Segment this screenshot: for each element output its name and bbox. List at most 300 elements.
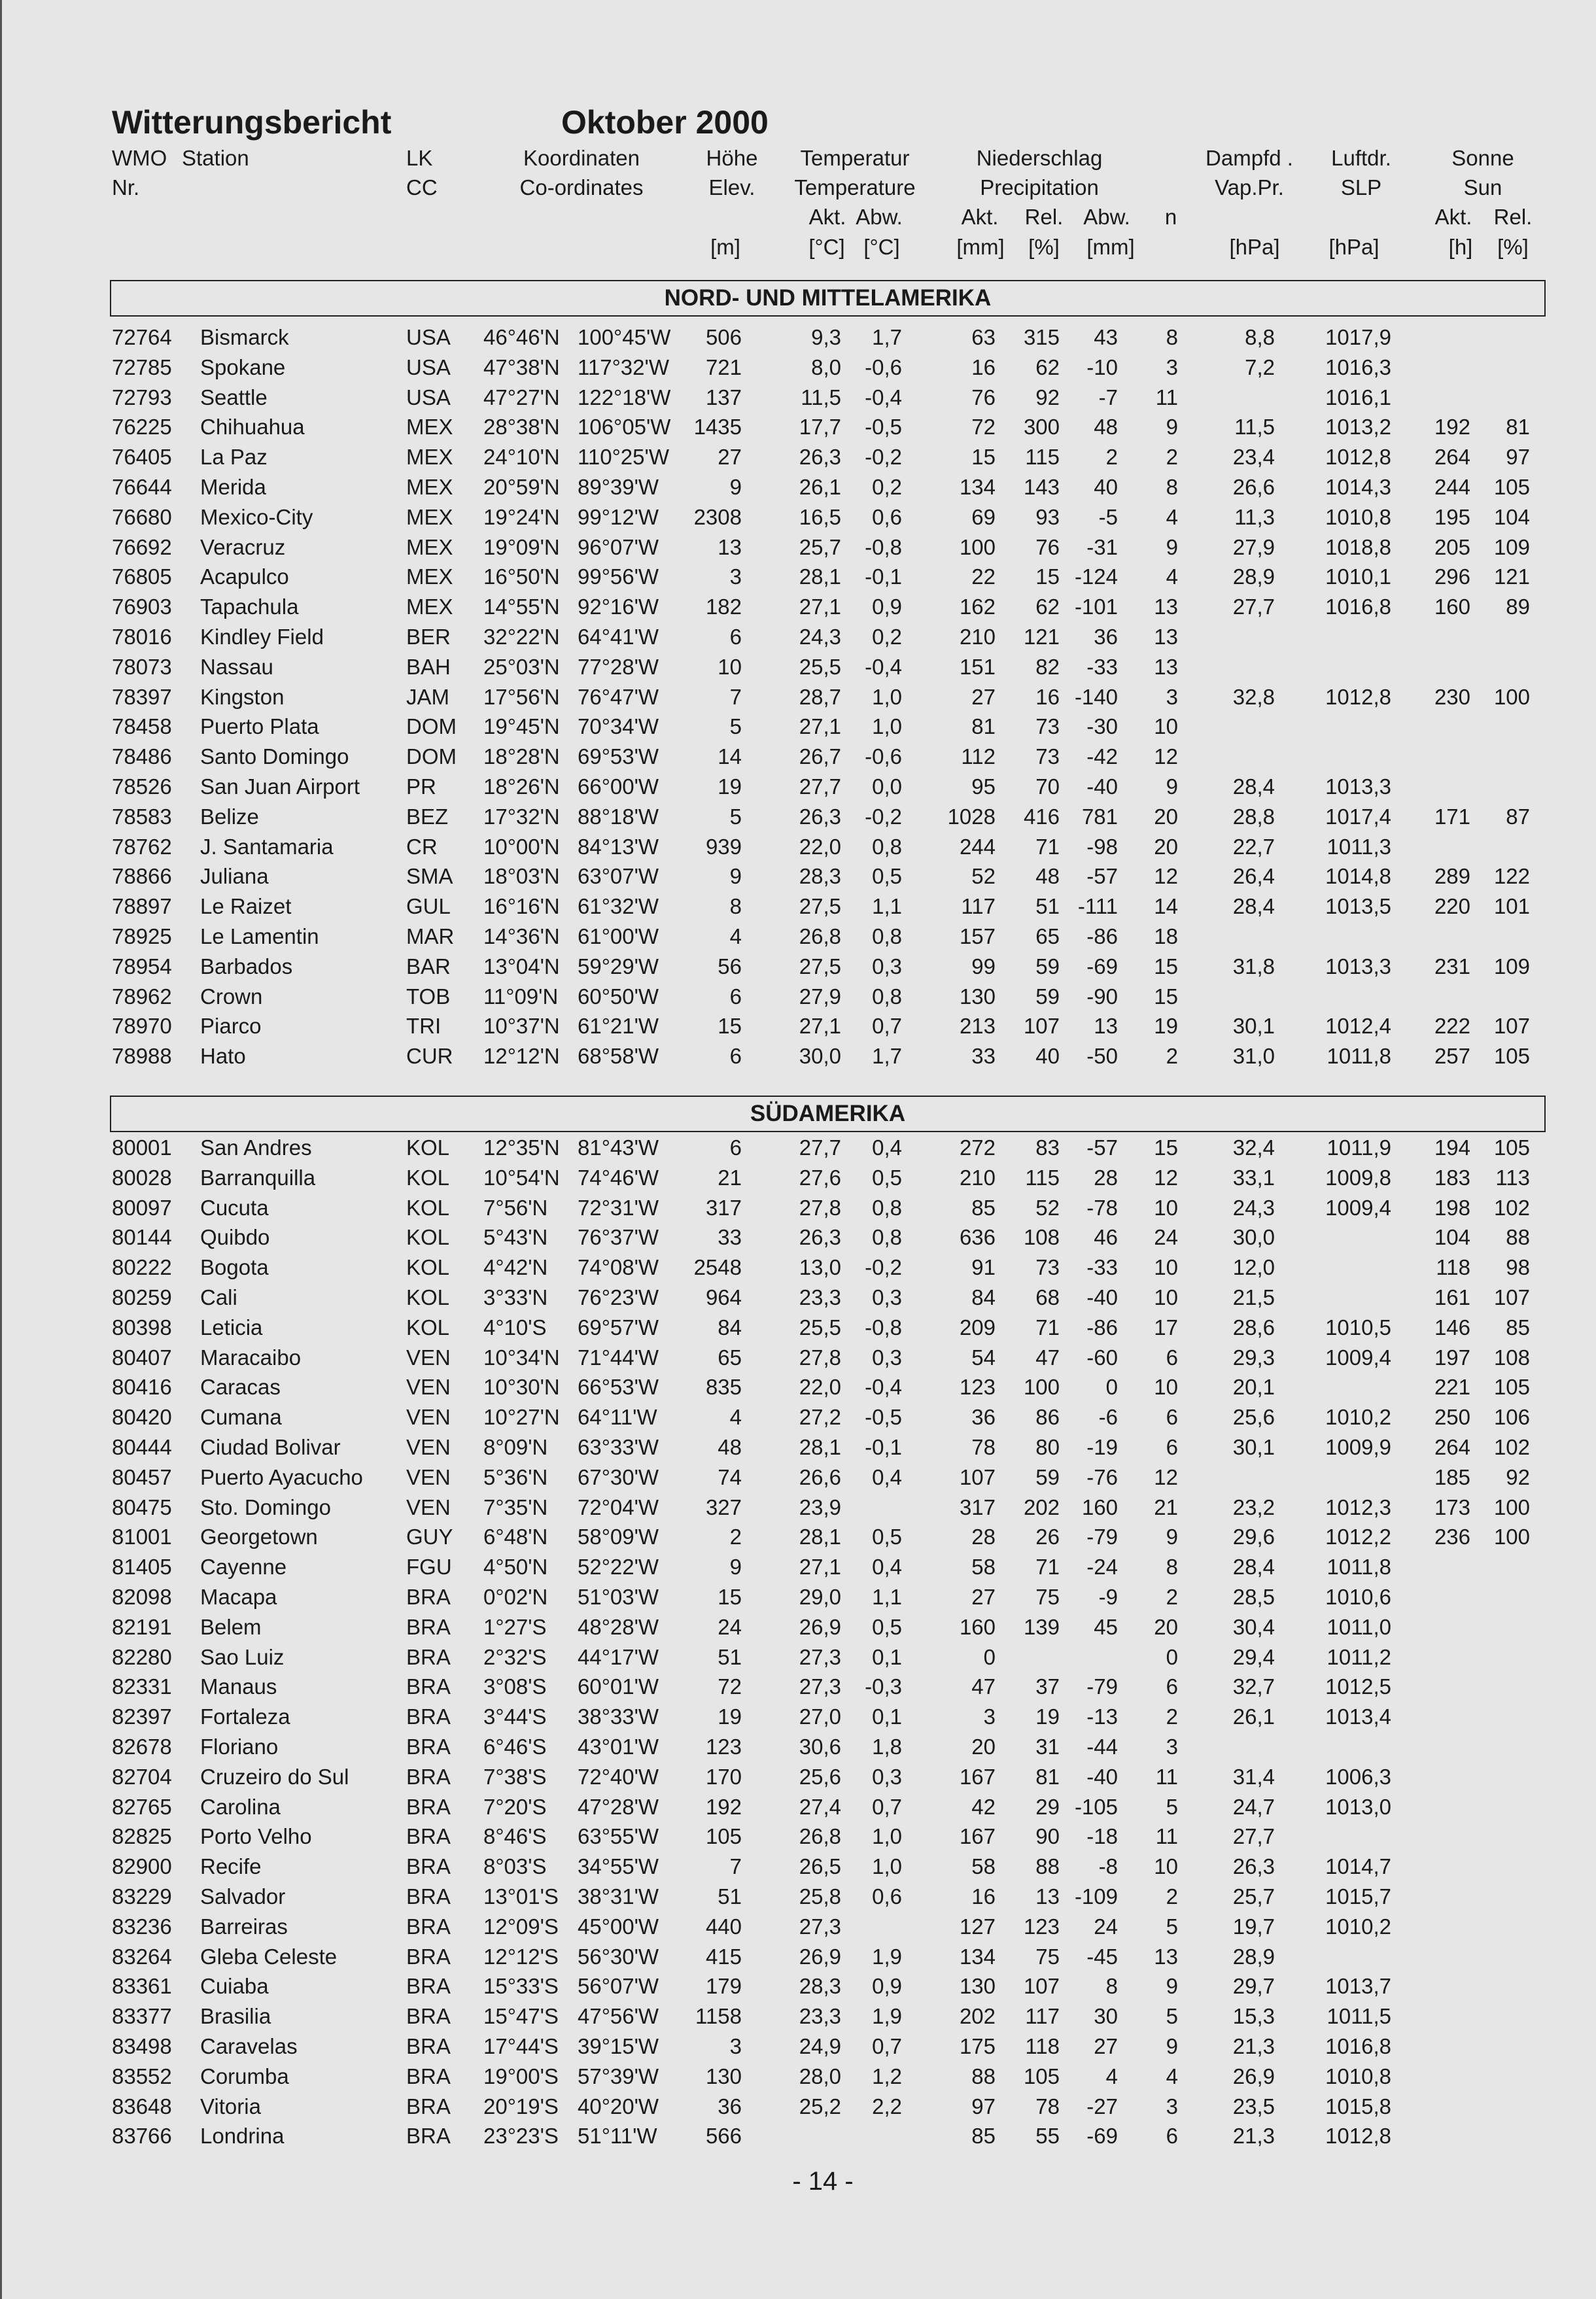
temp-anomaly-cell: -0,2 <box>865 804 902 829</box>
precip-relative-cell: 19 <box>1035 1704 1060 1729</box>
table-row <box>2 682 1596 712</box>
temp-anomaly-cell: 1,7 <box>872 325 902 349</box>
column-header-label: Elev. <box>708 175 755 199</box>
longitude-cell: 99°12'W <box>578 504 659 529</box>
table-row <box>2 1762 1596 1792</box>
sea-level-pressure-cell: 1013,3 <box>1325 954 1391 978</box>
longitude-cell: 72°31'W <box>578 1195 659 1220</box>
precip-relative-cell: 71 <box>1035 1555 1060 1580</box>
sunshine-hours-cell: 195 <box>1434 504 1470 529</box>
country-code-cell: USA <box>406 385 451 409</box>
vapour-pressure-cell: 27,7 <box>1232 595 1275 619</box>
station-cell: Cruzeiro do Sul <box>200 1764 349 1789</box>
precip-actual-cell: 85 <box>971 1195 996 1220</box>
station-cell: Barreiras <box>200 1914 288 1939</box>
country-code-cell: KOL <box>406 1195 450 1220</box>
sea-level-pressure-cell: 1013,7 <box>1325 1974 1391 1999</box>
precip-actual-cell: 244 <box>959 834 996 859</box>
wmo-nr-cell: 78897 <box>112 894 172 919</box>
vapour-pressure-cell: 31,0 <box>1232 1044 1275 1069</box>
precip-days-cell: 8 <box>1166 1555 1178 1580</box>
sunshine-relative-cell: 109 <box>1493 954 1530 978</box>
table-row <box>2 1612 1596 1642</box>
sunshine-relative-cell: 81 <box>1506 415 1530 440</box>
temp-anomaly-cell: -0,6 <box>865 744 902 769</box>
sunshine-hours-cell: 185 <box>1434 1464 1470 1489</box>
precip-anomaly-cell: 45 <box>1094 1614 1118 1639</box>
precip-actual-cell: 88 <box>971 2064 996 2088</box>
precip-actual-cell: 151 <box>959 654 996 679</box>
precip-relative-cell: 90 <box>1035 1824 1060 1849</box>
table-row <box>2 1822 1596 1852</box>
sea-level-pressure-cell: 1009,4 <box>1325 1195 1391 1220</box>
latitude-cell: 28°38'N <box>483 415 560 440</box>
wmo-nr-cell: 82191 <box>112 1614 172 1639</box>
temp-actual-cell: 25,6 <box>799 1764 841 1789</box>
sea-level-pressure-cell: 1014,3 <box>1325 475 1391 499</box>
precip-days-cell: 13 <box>1154 595 1178 619</box>
temp-anomaly-cell: 0,5 <box>872 1614 902 1639</box>
wmo-nr-cell: 82765 <box>112 1794 172 1819</box>
table-row <box>2 442 1596 472</box>
elevation-cell: 14 <box>718 744 742 769</box>
temp-actual-cell: 26,8 <box>799 1824 841 1849</box>
precip-days-cell: 13 <box>1154 625 1178 649</box>
longitude-cell: 45°00'W <box>578 1914 659 1939</box>
wmo-nr-cell: 76805 <box>112 564 172 589</box>
latitude-cell: 17°32'N <box>483 804 560 829</box>
sunshine-relative-cell: 98 <box>1506 1255 1530 1280</box>
precip-anomaly-cell: -60 <box>1086 1345 1118 1370</box>
precip-anomaly-cell: -44 <box>1086 1735 1118 1759</box>
latitude-cell: 8°46'S <box>483 1824 547 1849</box>
elevation-cell: 7 <box>729 1854 742 1879</box>
longitude-cell: 74°46'W <box>578 1165 659 1190</box>
precip-relative-cell: 26 <box>1035 1525 1060 1549</box>
temp-actual-cell: 26,3 <box>799 1225 841 1250</box>
latitude-cell: 10°00'N <box>483 834 560 859</box>
table-row <box>2 952 1596 982</box>
latitude-cell: 19°00'S <box>483 2064 559 2088</box>
elevation-cell: 24 <box>718 1614 742 1639</box>
temp-anomaly-cell: 1,8 <box>872 1735 902 1759</box>
country-code-cell: VEN <box>406 1405 451 1430</box>
sea-level-pressure-cell: 1013,0 <box>1325 1794 1391 1819</box>
station-cell: Macapa <box>200 1585 277 1609</box>
station-cell: Floriano <box>200 1735 279 1759</box>
table-row <box>2 1642 1596 1672</box>
precip-days-cell: 10 <box>1154 714 1178 739</box>
country-code-cell: CR <box>406 834 438 859</box>
sea-level-pressure-cell: 1014,8 <box>1325 864 1391 889</box>
precip-relative-cell: 92 <box>1035 385 1060 409</box>
longitude-cell: 81°43'W <box>578 1135 659 1160</box>
country-code-cell: DOM <box>406 714 457 739</box>
temp-anomaly-cell: 0,7 <box>872 1794 902 1819</box>
table-row <box>2 1493 1596 1523</box>
vapour-pressure-cell: 26,9 <box>1232 2064 1275 2088</box>
country-code-cell: BRA <box>406 2034 451 2058</box>
precip-actual-cell: 58 <box>971 1555 996 1580</box>
temp-actual-cell: 25,5 <box>799 654 841 679</box>
precip-days-cell: 11 <box>1155 1764 1178 1789</box>
temp-actual-cell: 22,0 <box>799 1375 841 1400</box>
table-row <box>2 1522 1596 1552</box>
longitude-cell: 63°07'W <box>578 864 659 889</box>
sunshine-hours-cell: 257 <box>1434 1044 1470 1069</box>
sunshine-hours-cell: 173 <box>1434 1495 1470 1519</box>
country-code-cell: BRA <box>406 1764 451 1789</box>
temp-actual-cell: 27,8 <box>799 1345 841 1370</box>
temp-actual-cell: 27,3 <box>799 1644 841 1669</box>
wmo-nr-cell: 82331 <box>112 1674 172 1699</box>
precip-anomaly-cell: -69 <box>1086 2124 1118 2149</box>
temp-anomaly-cell: 0,5 <box>872 864 902 889</box>
precip-actual-cell: 20 <box>971 1735 996 1759</box>
sea-level-pressure-cell: 1015,7 <box>1325 1884 1391 1909</box>
station-cell: Nassau <box>200 654 273 679</box>
vapour-pressure-cell: 22,7 <box>1232 834 1275 859</box>
country-code-cell: VEN <box>406 1435 451 1459</box>
column-header-label: [°C] <box>863 235 900 259</box>
sunshine-hours-cell: 146 <box>1434 1315 1470 1340</box>
column-header-label: Co-ordinates <box>519 175 644 199</box>
precip-anomaly-cell: 13 <box>1094 1014 1118 1039</box>
precip-days-cell: 3 <box>1166 1735 1178 1759</box>
elevation-cell: 5 <box>729 714 742 739</box>
precip-actual-cell: 58 <box>971 1854 996 1879</box>
precip-anomaly-cell: -9 <box>1098 1585 1118 1609</box>
country-code-cell: KOL <box>406 1135 450 1160</box>
temp-actual-cell: 9,3 <box>811 325 841 349</box>
longitude-cell: 69°57'W <box>578 1315 659 1340</box>
longitude-cell: 89°39'W <box>578 475 659 499</box>
wmo-nr-cell: 83377 <box>112 2004 172 2029</box>
temp-actual-cell: 27,1 <box>799 714 841 739</box>
temp-anomaly-cell: 0,1 <box>872 1704 902 1729</box>
latitude-cell: 32°22'N <box>483 625 560 649</box>
vapour-pressure-cell: 8,8 <box>1245 325 1275 349</box>
wmo-nr-cell: 78016 <box>112 625 172 649</box>
column-header-label: Abw. <box>856 205 903 229</box>
longitude-cell: 66°53'W <box>578 1375 659 1400</box>
station-cell: Sao Luiz <box>200 1644 285 1669</box>
latitude-cell: 12°09'S <box>483 1914 559 1939</box>
wmo-nr-cell: 82098 <box>112 1585 172 1609</box>
precip-relative-cell: 121 <box>1023 625 1060 649</box>
station-cell: Belize <box>200 804 259 829</box>
table-row <box>2 1372 1596 1402</box>
table-row <box>2 2062 1596 2092</box>
latitude-cell: 10°27'N <box>483 1405 560 1430</box>
precip-days-cell: 20 <box>1154 1614 1178 1639</box>
longitude-cell: 39°15'W <box>578 2034 659 2058</box>
precip-actual-cell: 99 <box>971 954 996 978</box>
vapour-pressure-cell: 23,5 <box>1232 2094 1275 2118</box>
sea-level-pressure-cell: 1012,2 <box>1325 1525 1391 1549</box>
temp-anomaly-cell: 0,7 <box>872 1014 902 1039</box>
longitude-cell: 68°58'W <box>578 1044 659 1069</box>
latitude-cell: 46°46'N <box>483 325 560 349</box>
precip-days-cell: 4 <box>1166 2064 1178 2088</box>
country-code-cell: BRA <box>406 1914 451 1939</box>
country-code-cell: PR <box>406 774 436 799</box>
precip-days-cell: 13 <box>1154 654 1178 679</box>
temp-anomaly-cell: 0,7 <box>872 2034 902 2058</box>
precip-days-cell: 8 <box>1166 475 1178 499</box>
latitude-cell: 2°32'S <box>483 1644 547 1669</box>
table-row <box>2 832 1596 862</box>
precip-relative-cell: 31 <box>1035 1735 1060 1759</box>
country-code-cell: VEN <box>406 1464 451 1489</box>
temp-actual-cell: 22,0 <box>799 834 841 859</box>
temp-actual-cell: 27,5 <box>799 954 841 978</box>
precip-anomaly-cell: 8 <box>1105 1974 1118 1999</box>
precip-days-cell: 6 <box>1166 2124 1178 2149</box>
latitude-cell: 14°36'N <box>483 924 560 948</box>
precip-days-cell: 5 <box>1166 2004 1178 2029</box>
temp-actual-cell: 23,3 <box>799 1285 841 1309</box>
vapour-pressure-cell: 28,8 <box>1232 804 1275 829</box>
precip-days-cell: 11 <box>1155 1824 1178 1849</box>
precip-days-cell: 2 <box>1166 1884 1178 1909</box>
longitude-cell: 106°05'W <box>578 415 671 440</box>
latitude-cell: 13°01'S <box>483 1884 559 1909</box>
country-code-cell: USA <box>406 325 451 349</box>
temp-actual-cell: 27,3 <box>799 1914 841 1939</box>
precip-actual-cell: 22 <box>971 564 996 589</box>
temp-anomaly-cell: 1,1 <box>872 1585 902 1609</box>
precip-actual-cell: 160 <box>959 1614 996 1639</box>
column-header-label: Koordinaten <box>523 146 640 170</box>
station-cell: Londrina <box>200 2124 285 2149</box>
station-cell: Barranquilla <box>200 1165 316 1190</box>
station-cell: Merida <box>200 475 266 499</box>
vapour-pressure-cell: 24,7 <box>1232 1794 1275 1819</box>
temp-anomaly-cell: 0,9 <box>872 1974 902 1999</box>
precip-relative-cell: 143 <box>1023 475 1060 499</box>
table-row <box>2 922 1596 952</box>
column-header-label: Sonne <box>1451 146 1514 170</box>
country-code-cell: BRA <box>406 1674 451 1699</box>
temp-actual-cell: 17,7 <box>799 415 841 440</box>
longitude-cell: 84°13'W <box>578 834 659 859</box>
table-row <box>2 592 1596 622</box>
country-code-cell: GUY <box>406 1525 453 1549</box>
precip-anomaly-cell: -105 <box>1074 1794 1118 1819</box>
latitude-cell: 8°03'S <box>483 1854 547 1879</box>
vapour-pressure-cell: 7,2 <box>1245 354 1275 379</box>
sea-level-pressure-cell: 1012,3 <box>1325 1495 1391 1519</box>
precip-days-cell: 20 <box>1154 834 1178 859</box>
vapour-pressure-cell: 11,3 <box>1234 504 1275 529</box>
table-row <box>2 1882 1596 1912</box>
vapour-pressure-cell: 30,1 <box>1232 1014 1275 1039</box>
table-row <box>2 1041 1596 1071</box>
precip-relative-cell: 115 <box>1025 1165 1060 1190</box>
longitude-cell: 44°17'W <box>578 1644 659 1669</box>
temp-anomaly-cell: 1,0 <box>872 714 902 739</box>
latitude-cell: 6°46'S <box>483 1735 547 1759</box>
precip-days-cell: 11 <box>1155 385 1178 409</box>
temp-anomaly-cell: -0,3 <box>865 1674 902 1699</box>
sea-level-pressure-cell: 1011,9 <box>1327 1135 1391 1160</box>
precip-days-cell: 12 <box>1154 1165 1178 1190</box>
latitude-cell: 12°35'N <box>483 1135 560 1160</box>
table-row <box>2 891 1596 922</box>
temp-actual-cell: 23,9 <box>799 1495 841 1519</box>
vapour-pressure-cell: 29,3 <box>1232 1345 1275 1370</box>
wmo-nr-cell: 81001 <box>112 1525 172 1549</box>
wmo-nr-cell: 76680 <box>112 504 172 529</box>
sunshine-hours-cell: 104 <box>1434 1225 1470 1250</box>
latitude-cell: 11°09'N <box>483 984 559 1009</box>
temp-anomaly-cell: 1,7 <box>872 1044 902 1069</box>
precip-days-cell: 15 <box>1154 984 1178 1009</box>
latitude-cell: 7°56'N <box>483 1195 548 1220</box>
vapour-pressure-cell: 30,1 <box>1232 1435 1275 1459</box>
precip-anomaly-cell: -8 <box>1098 1854 1118 1879</box>
elevation-cell: 48 <box>718 1435 742 1459</box>
elevation-cell: 327 <box>705 1495 742 1519</box>
elevation-cell: 123 <box>705 1735 742 1759</box>
vapour-pressure-cell: 21,5 <box>1232 1285 1275 1309</box>
precip-actual-cell: 95 <box>971 774 996 799</box>
longitude-cell: 48°28'W <box>578 1614 659 1639</box>
temp-anomaly-cell: 0,6 <box>872 504 902 529</box>
sea-level-pressure-cell: 1010,6 <box>1325 1585 1391 1609</box>
sea-level-pressure-cell: 1017,4 <box>1325 804 1391 829</box>
latitude-cell: 7°35'N <box>483 1495 548 1519</box>
vapour-pressure-cell: 28,6 <box>1232 1315 1275 1340</box>
temp-anomaly-cell: -0,6 <box>865 354 902 379</box>
sea-level-pressure-cell: 1011,8 <box>1327 1044 1391 1069</box>
precip-actual-cell: 54 <box>971 1345 996 1370</box>
country-code-cell: MEX <box>406 564 453 589</box>
precip-days-cell: 10 <box>1154 1255 1178 1280</box>
precip-days-cell: 6 <box>1166 1674 1178 1699</box>
column-header-label: [m] <box>710 235 740 259</box>
wmo-nr-cell: 83361 <box>112 1974 172 1999</box>
station-cell: Vitoria <box>200 2094 261 2118</box>
sea-level-pressure-cell: 1010,8 <box>1325 2064 1391 2088</box>
table-row <box>2 1971 1596 2001</box>
column-header-label: [h] <box>1448 235 1473 259</box>
wmo-nr-cell: 78397 <box>112 684 172 709</box>
station-cell: Seattle <box>200 385 268 409</box>
precip-anomaly-cell: -7 <box>1098 385 1118 409</box>
station-cell: Quibdo <box>200 1225 270 1250</box>
column-header-label: SLP <box>1340 175 1382 199</box>
longitude-cell: 67°30'W <box>578 1464 659 1489</box>
elevation-cell: 179 <box>705 1974 742 1999</box>
temp-actual-cell: 16,5 <box>799 504 841 529</box>
station-cell: Cuiaba <box>200 1974 269 1999</box>
station-cell: Santo Domingo <box>200 744 349 769</box>
elevation-cell: 33 <box>718 1225 742 1250</box>
precip-days-cell: 9 <box>1166 1525 1178 1549</box>
wmo-nr-cell: 76692 <box>112 534 172 559</box>
vapour-pressure-cell: 20,1 <box>1232 1375 1275 1400</box>
column-header-label: Höhe <box>706 146 758 170</box>
elevation-cell: 6 <box>729 1044 742 1069</box>
elevation-cell: 19 <box>718 1704 742 1729</box>
wmo-nr-cell: 78583 <box>112 804 172 829</box>
vapour-pressure-cell: 32,7 <box>1232 1674 1275 1699</box>
latitude-cell: 13°04'N <box>483 954 560 978</box>
precip-relative-cell: 52 <box>1035 1195 1060 1220</box>
precip-anomaly-cell: 28 <box>1094 1165 1118 1190</box>
table-row <box>2 1222 1596 1253</box>
station-cell: Maracaibo <box>200 1345 302 1370</box>
sunshine-hours-cell: 183 <box>1434 1165 1470 1190</box>
precip-anomaly-cell: 46 <box>1094 1225 1118 1250</box>
precip-relative-cell: 115 <box>1025 445 1060 470</box>
temp-actual-cell: 27,2 <box>799 1405 841 1430</box>
precip-anomaly-cell: -57 <box>1086 864 1118 889</box>
precip-actual-cell: 209 <box>959 1315 996 1340</box>
elevation-cell: 170 <box>705 1764 742 1789</box>
sunshine-hours-cell: 197 <box>1434 1345 1470 1370</box>
sunshine-hours-cell: 231 <box>1434 954 1470 978</box>
precip-anomaly-cell: -45 <box>1086 1944 1118 1969</box>
precip-relative-cell: 51 <box>1035 894 1060 919</box>
temp-anomaly-cell: 0,8 <box>872 924 902 948</box>
temp-actual-cell: 26,3 <box>799 804 841 829</box>
sea-level-pressure-cell: 1011,0 <box>1327 1614 1391 1639</box>
precip-anomaly-cell: -10 <box>1086 354 1118 379</box>
precip-relative-cell: 88 <box>1035 1854 1060 1879</box>
country-code-cell: BRA <box>406 2064 451 2088</box>
vapour-pressure-cell: 28,5 <box>1232 1585 1275 1609</box>
temp-actual-cell: 8,0 <box>811 354 841 379</box>
temp-anomaly-cell: 0,9 <box>872 595 902 619</box>
sunshine-relative-cell: 104 <box>1493 504 1530 529</box>
wmo-nr-cell: 80001 <box>112 1135 172 1160</box>
precip-actual-cell: 210 <box>959 1165 996 1190</box>
temp-actual-cell: 28,3 <box>799 864 841 889</box>
station-cell: Hato <box>200 1044 246 1069</box>
temp-anomaly-cell: 0,4 <box>872 1555 902 1580</box>
precip-anomaly-cell: 30 <box>1094 2004 1118 2029</box>
latitude-cell: 7°20'S <box>483 1794 547 1819</box>
temp-anomaly-cell: -0,8 <box>865 1315 902 1340</box>
elevation-cell: 9 <box>729 475 742 499</box>
temp-anomaly-cell: 0,8 <box>872 834 902 859</box>
longitude-cell: 76°47'W <box>578 684 659 709</box>
elevation-cell: 1435 <box>693 415 742 440</box>
station-cell: Mexico-City <box>200 504 313 529</box>
country-code-cell: USA <box>406 354 451 379</box>
latitude-cell: 4°50'N <box>483 1555 548 1580</box>
sunshine-relative-cell: 92 <box>1506 1464 1530 1489</box>
column-header-label: Nr. <box>112 175 140 199</box>
table-row <box>2 1283 1596 1313</box>
precip-actual-cell: 130 <box>959 984 996 1009</box>
precip-days-cell: 6 <box>1166 1435 1178 1459</box>
precip-anomaly-cell: -30 <box>1086 714 1118 739</box>
column-header-label: Niederschlag <box>976 146 1103 170</box>
longitude-cell: 63°33'W <box>578 1435 659 1459</box>
vapour-pressure-cell: 23,2 <box>1232 1495 1275 1519</box>
precip-days-cell: 2 <box>1166 1704 1178 1729</box>
vapour-pressure-cell: 31,4 <box>1232 1764 1275 1789</box>
sunshine-hours-cell: 222 <box>1434 1014 1470 1039</box>
precip-anomaly-cell: -109 <box>1074 1884 1118 1909</box>
precip-anomaly-cell: 160 <box>1081 1495 1118 1519</box>
temp-anomaly-cell: -0,5 <box>865 415 902 440</box>
longitude-cell: 59°29'W <box>578 954 659 978</box>
